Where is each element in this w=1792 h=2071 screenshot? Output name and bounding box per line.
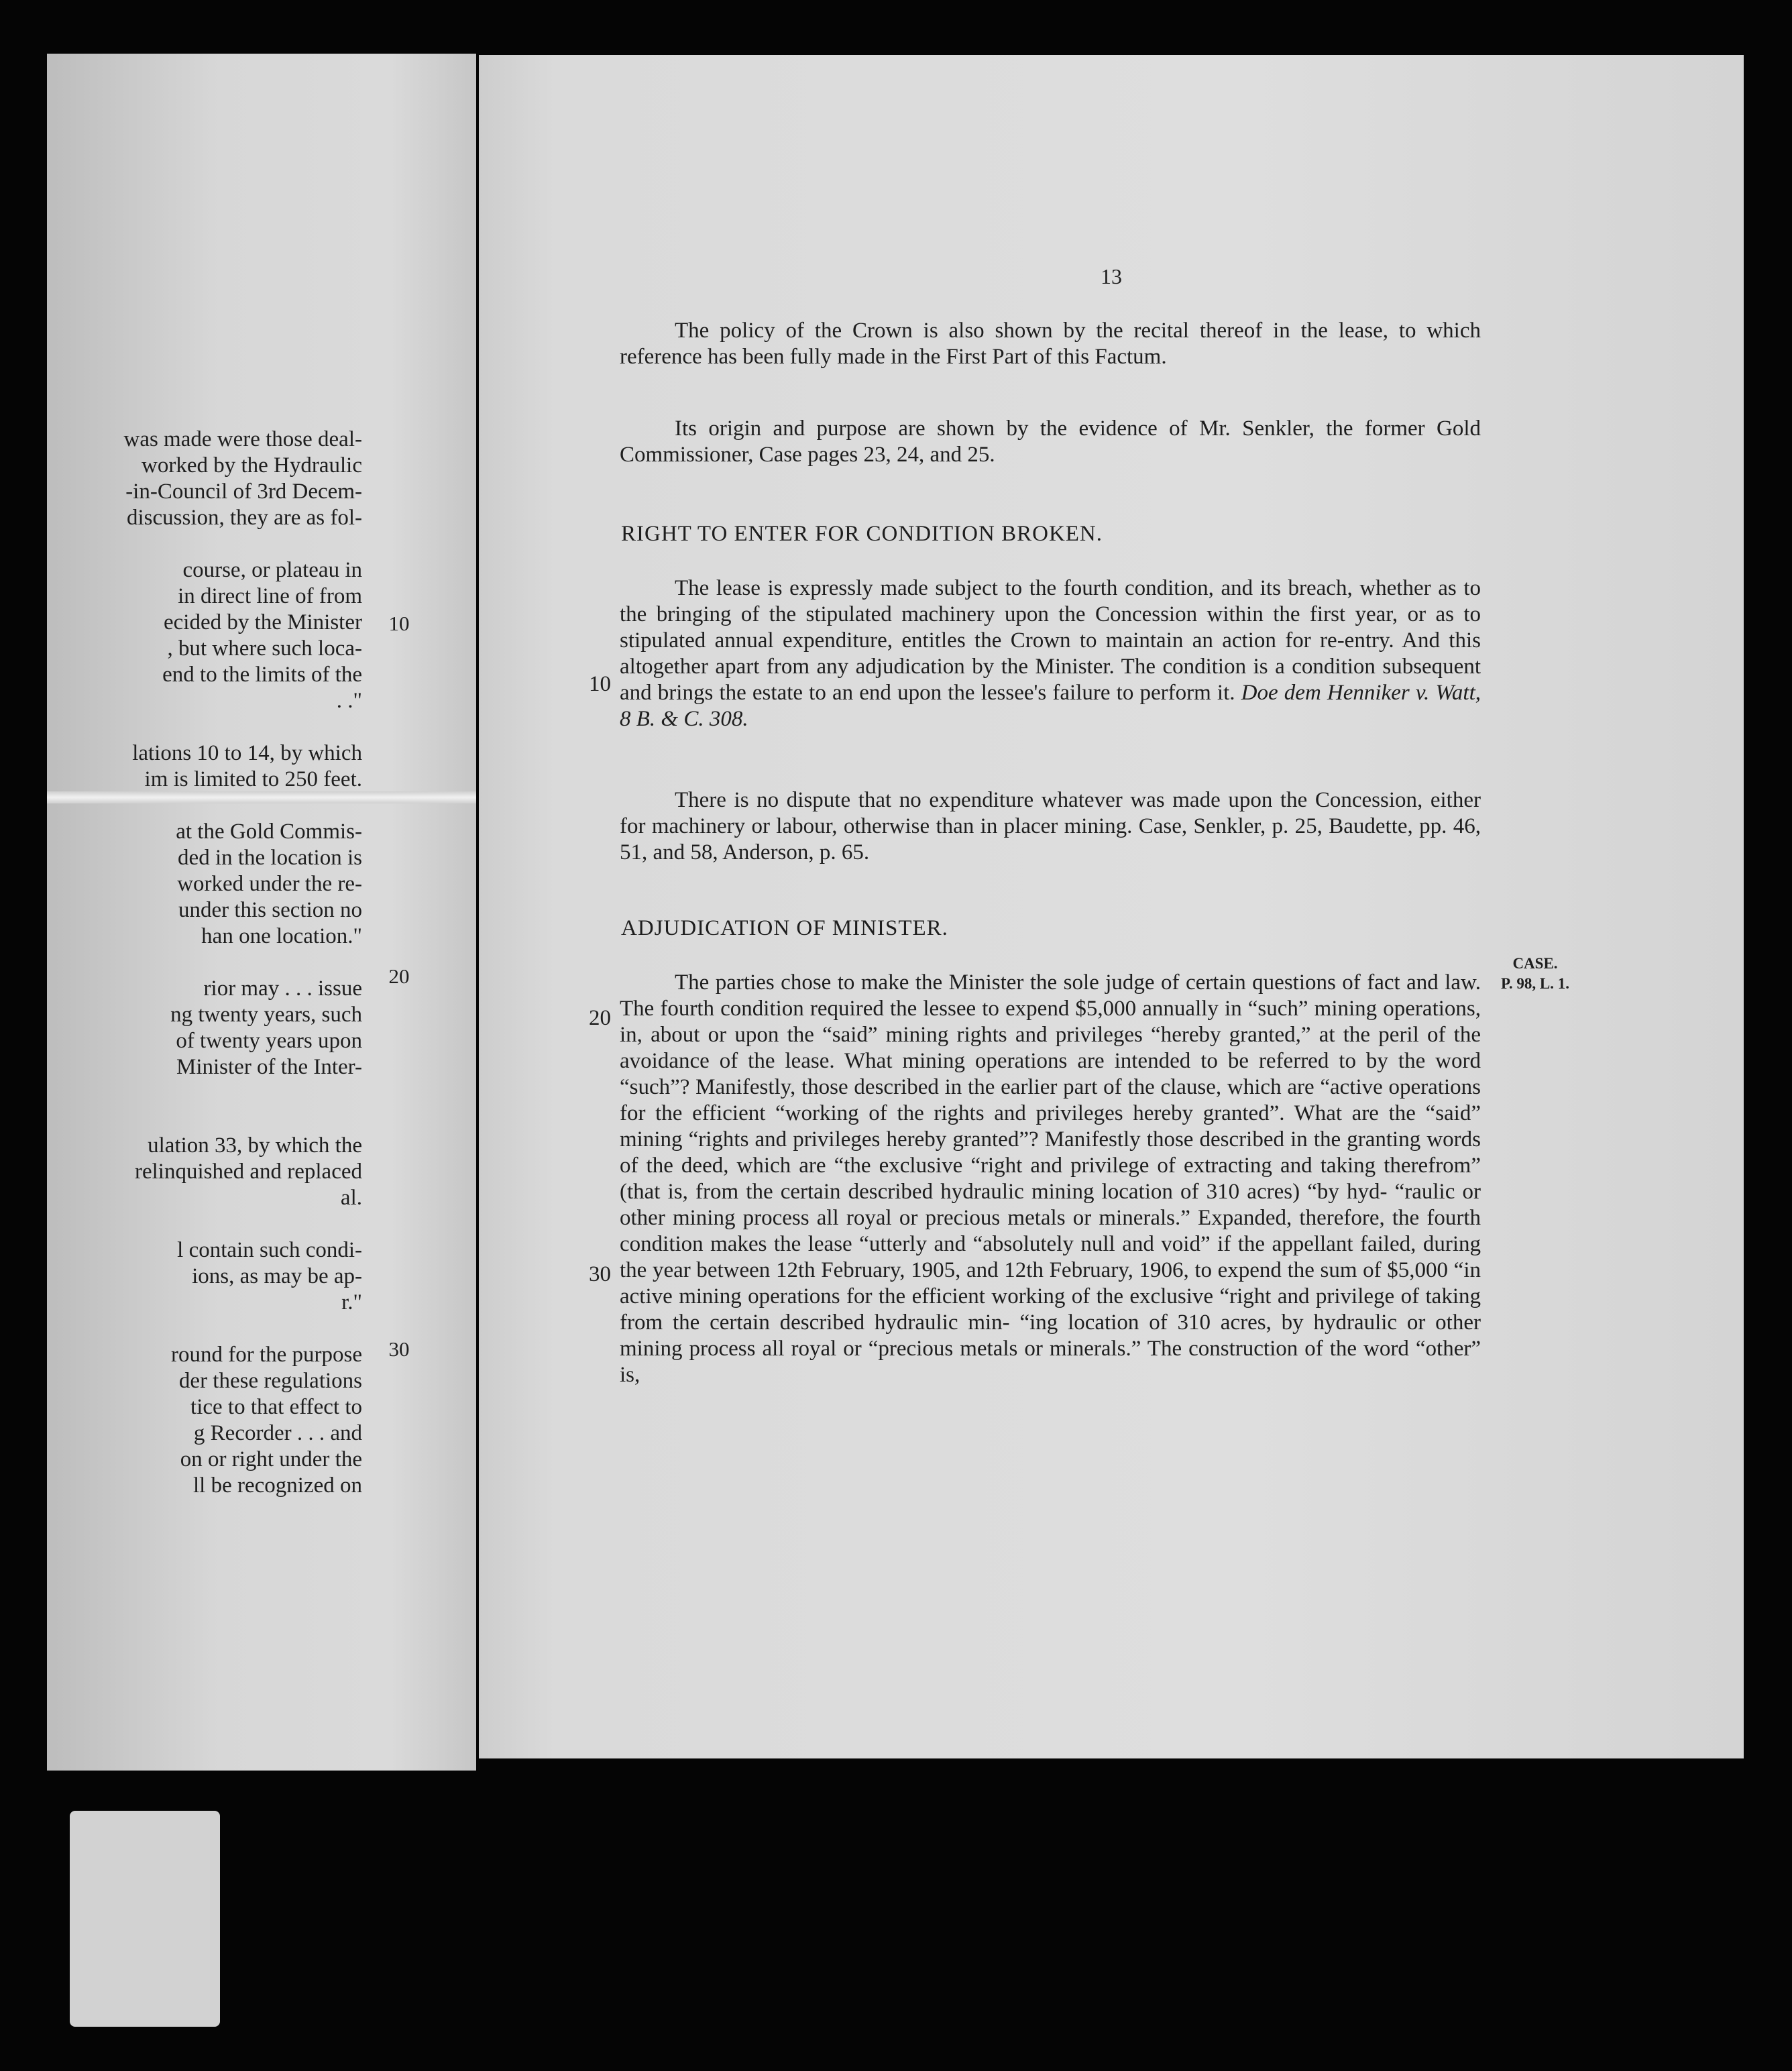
left-page-line	[47, 871, 362, 897]
paragraph-crown-policy: The policy of the Crown is also shown by the recital thereof in the lease, to which reference has been fully made in the First Part of this Factum.	[620, 319, 1481, 369]
left-page-line-text: discussion, they are as fol-	[127, 506, 362, 530]
heading-right-to-enter: RIGHT TO ENTER FOR CONDITION BROKEN.	[621, 522, 1103, 546]
left-page-line	[47, 1420, 362, 1447]
page-tab	[70, 1811, 220, 2027]
left-page-line	[47, 1472, 362, 1499]
left-page-line	[47, 661, 362, 688]
left-page-line-text: ded in the location is	[178, 846, 362, 870]
left-page-line-text: al.	[340, 1186, 362, 1210]
paragraph-lease-condition-text: The lease is expressly made subject to the fourth condition, and its breach, whether as to the bringing of the stipulated machinery upon the Concession within the first year, or as to stipulated annual expenditure, entitles the Crown to maintain an action for re-entry. And this altogether apart from any adjudication by the Minister. The condition is a condition subsequent and brings the estate to an end upon the lessee's failure to perform it.	[620, 576, 1481, 705]
paragraph-no-expenditure: There is no dispute that no expenditure whatever was made upon the Concession, either for machinery or labour, otherwise than in placer mining. Case, Senkler, p. 25, Baudette, pp. 46, 51, and 58, Anderson, p. 65.	[620, 788, 1481, 864]
left-page-line-text: of twenty years upon	[176, 1029, 362, 1053]
left-page-line	[47, 975, 362, 1002]
left-page-line	[47, 766, 362, 793]
left-page-line-text: tice to that effect to	[190, 1395, 362, 1419]
left-page-line-text: lations 10 to 14, by which	[132, 741, 362, 765]
case-reference-page-line: P. 98, L. 1.	[1500, 975, 1570, 992]
left-page-line	[47, 1367, 362, 1394]
left-page-line	[47, 1027, 362, 1054]
paragraph-origin-purpose: Its origin and purpose are shown by the evidence of Mr. Senkler, the former Gold Commissioner, Case pages 23, 24, and 25.	[620, 416, 1481, 467]
left-page-line-text: course, or plateau in	[182, 558, 362, 582]
left-page-line	[47, 818, 362, 845]
left-page-line	[47, 1054, 362, 1080]
left-margin-number-30: 30	[388, 1337, 410, 1361]
left-page-line	[47, 583, 362, 610]
heading-adjudication: ADJUDICATION OF MINISTER.	[621, 916, 948, 940]
left-page-line-text: under this section no	[178, 898, 362, 922]
left-page-line-text: ecided by the Minister	[163, 610, 362, 634]
left-page	[47, 54, 476, 1771]
left-page-line-text: rior may . . . issue	[203, 976, 362, 1001]
case-citation: Doe dem Henniker v. Watt, 8 B. & C. 308.	[620, 681, 1481, 731]
left-page-line	[47, 1184, 362, 1211]
left-page-line	[47, 1263, 362, 1290]
left-page-line-text: relinquished and replaced	[134, 1160, 362, 1184]
left-margin-number-10: 10	[388, 612, 410, 635]
left-page-line	[47, 1341, 362, 1368]
left-margin-number-20: 20	[388, 964, 410, 988]
left-page-line-text: im is limited to 250 feet.	[144, 767, 362, 791]
left-page-line	[47, 897, 362, 923]
left-page-line-text: der these regulations	[178, 1369, 362, 1393]
left-page-line	[47, 1158, 362, 1185]
left-page-line	[47, 1394, 362, 1420]
left-page-line	[47, 1001, 362, 1028]
paragraph-adjudication: The parties chose to make the Minister the sole judge of certain questions of fact and law. The fourth condition required the lessee to expend $5,000 annually in “such” mining operations, in, about or upon the “said” mining rights and privileges “hereby granted,” at the peril of the avoidance of the lease. What mining operations are intended to be referred to by the word “such”? Manifestly, those described in the earlier part of the clause, which are “active operations for the efficient “working of the rights and privileges hereby granted”. What are the “said” mining “rights and privileges hereby granted”? Manifestly those described in the granting words of the deed, which are “the exclusive “right and privilege of extracting and taking therefrom” (that is, from the certain described hydraulic mining location of 310 acres) “by hyd- “raulic or other mining process all royal or precious metals or minerals.” Expanded, therefore, the fourth condition makes the lease “utterly and “absolutely null and void” if the appellant failed, during the year between 12th February, 1905, and 12th February, 1906, to expend the sum of $5,000 “in active mining operations for the efficient working of the exclusive “right and privilege of taking from the certain described hydraulic min- “ing location of 310 acres, by hydraulic or other mining process all royal or “precious metals or minerals.” The construction of the word “other” is,	[620, 970, 1481, 1387]
left-page-line-text: l contain such condi-	[177, 1238, 362, 1262]
left-page-line-text: round for the purpose	[170, 1343, 362, 1367]
page-fold	[47, 791, 476, 803]
left-page-line-text: ll be recognized on	[193, 1473, 362, 1498]
left-page-line	[47, 557, 362, 583]
left-page-line	[47, 923, 362, 950]
left-page-line	[47, 1446, 362, 1473]
left-page-line	[47, 1289, 362, 1316]
left-page-line-text: , but where such loca-	[167, 636, 362, 661]
left-page-line-text: at the Gold Commis-	[176, 820, 362, 844]
left-page-line	[47, 478, 362, 505]
left-page-line	[47, 635, 362, 662]
left-page-line-text: -in-Council of 3rd Decem-	[125, 480, 362, 504]
left-page-line	[47, 740, 362, 767]
page-number: 13	[1101, 264, 1122, 288]
left-page-line	[47, 1237, 362, 1264]
case-reference-label: CASE.	[1512, 955, 1558, 972]
left-page-line	[47, 426, 362, 453]
left-page-line-text: r."	[341, 1290, 362, 1314]
left-page-line	[47, 452, 362, 479]
left-page-line-text: end to the limits of the	[162, 663, 362, 687]
paragraph-lease-condition	[620, 575, 1481, 732]
line-number-20: 20	[589, 1006, 611, 1030]
left-page-line-text: worked by the Hydraulic	[142, 453, 362, 478]
left-page-line-text: ulation 33, by which the	[148, 1133, 362, 1158]
right-page	[479, 55, 1744, 1758]
left-page-line-text: g Recorder . . . and	[193, 1421, 362, 1445]
left-page-line-text: ng twenty years, such	[170, 1003, 362, 1027]
left-page-line-text: han one location."	[201, 924, 362, 948]
line-number-30: 30	[589, 1262, 611, 1286]
line-number-10: 10	[589, 672, 611, 696]
left-page-line	[47, 844, 362, 871]
left-page-line-text: Minister of the Inter-	[176, 1055, 362, 1079]
left-page-line-text: in direct line of from	[178, 584, 362, 608]
left-page-line-text: ions, as may be ap-	[192, 1264, 362, 1288]
left-page-line	[47, 1132, 362, 1159]
left-page-line-text: . ."	[336, 689, 362, 713]
left-page-line-text: on or right under the	[180, 1447, 362, 1471]
left-page-line	[47, 504, 362, 531]
left-page-line-text: worked under the re-	[177, 872, 362, 896]
left-page-line	[47, 609, 362, 636]
left-page-line-text: was made were those deal-	[123, 427, 362, 451]
left-page-line	[47, 687, 362, 714]
case-reference-note	[1485, 954, 1585, 994]
